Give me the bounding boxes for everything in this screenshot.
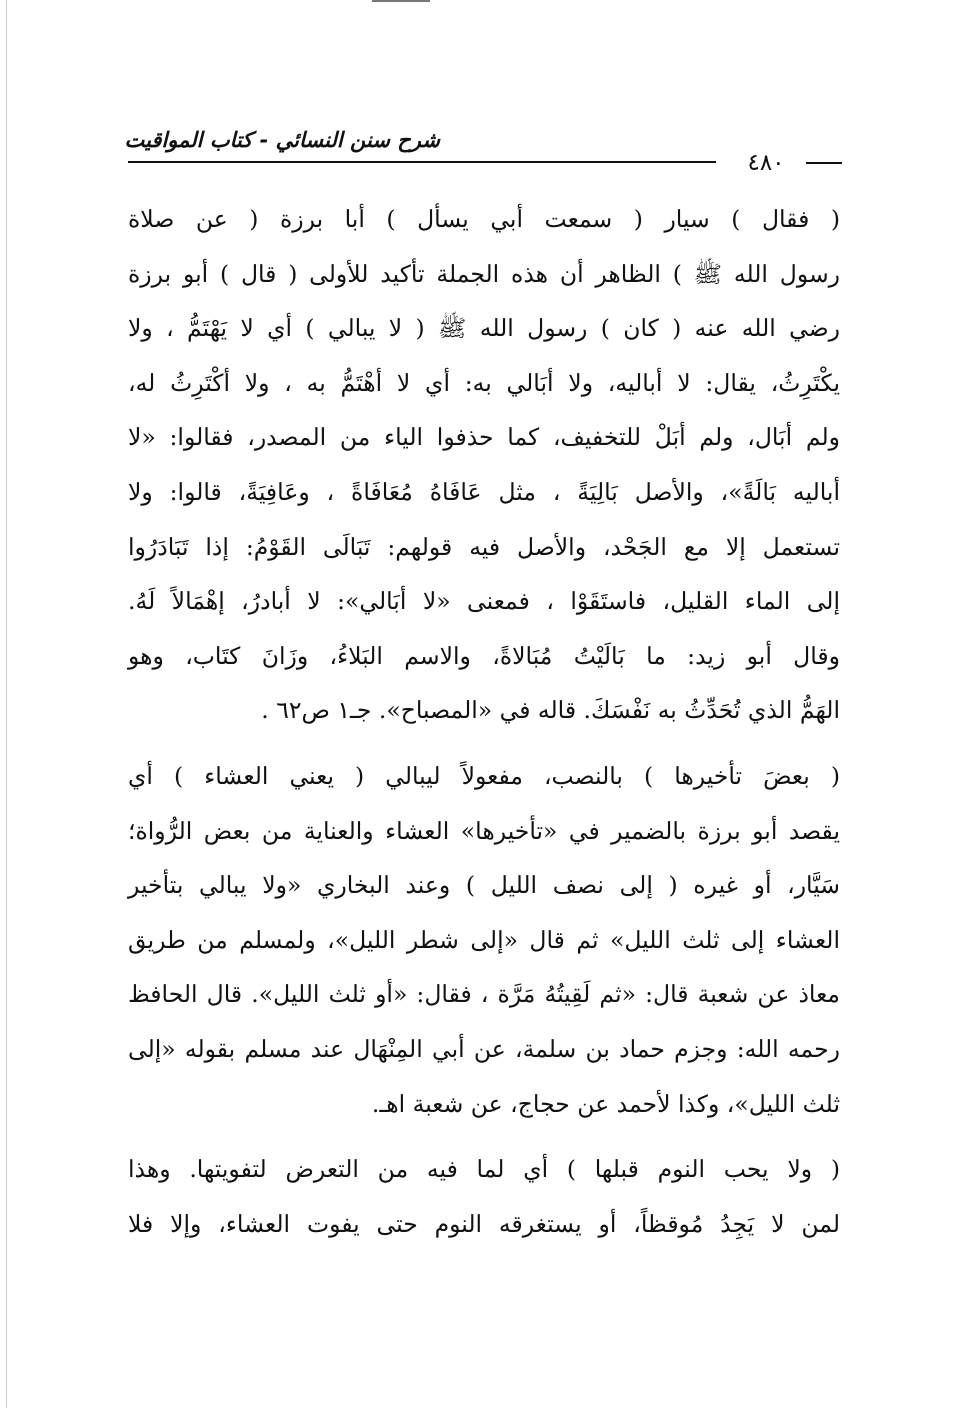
body-text: [128, 192, 840, 1251]
text-line: ( فقال ) سيار ( سمعت أبي يسأل ) أبا برزة ( عن صلاة: [128, 205, 840, 233]
text-line: وقال أبو زيد: ما بَالَيْتُ مُبَالاةً، والاسم البَلاءُ، وزَانَ كتَاب، وهو: [128, 641, 840, 670]
text-line: العشاء إلى ثلث الليل» ثم قال «إلى شطر الليل»، ولمسلم من طريق: [128, 925, 840, 954]
page-number-dash: [806, 162, 842, 164]
text-line: ولم أبَال، ولم أبَلْ للتخفيف، كما حذفوا الياء من المصدر، فقالوا: «لا: [128, 423, 840, 452]
paragraph: [128, 749, 840, 1131]
text-line: يكْتَرِثُ، يقال: لا أباليه، ولا أبَالي به: أي لا أهْتَمُّ به ، ولا أكْتَرِثُ له،: [128, 368, 840, 397]
text-line: معاذ عن شعبة قال: «ثم لَقِيتُهُ مَرَّة ، فقال: «أو ثلث الليل». قال الحافظ: [128, 980, 840, 1009]
text-line: ( ولا يحب النوم قبلها ) أي لما فيه من التعرض لتفويتها. وهذا: [128, 1155, 840, 1184]
text-line: رسول الله ﷺ ) الظاهر أن هذه الجملة تأكيد للأولى ( قال ) أبو برزة: [128, 259, 840, 288]
text-line: إلى الماء القليل، فاستَقَوْا ، فمعنى «لا أبَالي»: لا أبادرُ، إهْمَالاً لَهُ.: [128, 587, 840, 616]
text-line: تستعمل إلا مع الجَحْد، والأصل فيه قولهم: تَبَالَى القَوْمُ: إذا تَبَادَرُوا: [128, 532, 840, 561]
text-line: ( بعضَ تأخيرها ) بالنصب، مفعولاً ليبالي ( يعني العشاء ) أي: [128, 761, 840, 790]
text-line: ثلث الليل»، وكذا لأحمد عن حجاج، عن شعبة اهـ.: [371, 1089, 840, 1118]
text-line: الهَمُّ الذي تُحَدِّثُ به نَفْسَكَ. قاله في «المصباح». جـ١ ص٦٢ .: [261, 696, 840, 725]
page-edge-line: [6, 0, 7, 1408]
running-title: شرح سنن النسائي - كتاب المواقيت: [124, 128, 440, 152]
text-line: أباليه بَالَةً»، والأصل بَالِيَةً ، مثل عَافَاهُ مُعَافَاةً ، وعَافِيَةً، قالوا: ولا: [128, 477, 840, 506]
text-line: رضي الله عنه ( كان ) رسول الله ﷺ ( لا يبالي ) أي لا يَهْتَمُّ ، ولا: [128, 314, 840, 343]
text-line: سَيَّار، أو غيره ( إلى نصف الليل ) وعند البخاري «ولا يبالي بتأخير: [128, 871, 840, 900]
text-line: رحمه الله: وجزم حماد بن سلمة، عن أبي المِنْهَال عند مسلم بقوله «إلى: [128, 1034, 840, 1063]
header-rule: [128, 161, 716, 163]
text-line: يقصد أبو برزة بالضمير في «تأخيرها» العشاء والعناية من بعض الرُّواة؛: [128, 816, 840, 845]
paragraph: [128, 192, 840, 738]
paragraph: [128, 1142, 840, 1251]
top-edge-rule: [372, 0, 430, 2]
page-number: ٤٨٠: [722, 150, 810, 176]
text-line: لمن لا يَجِدُ مُوقظاً، أو يستغرقه النوم حتى يفوت العشاء، وإلا فلا: [128, 1209, 840, 1238]
